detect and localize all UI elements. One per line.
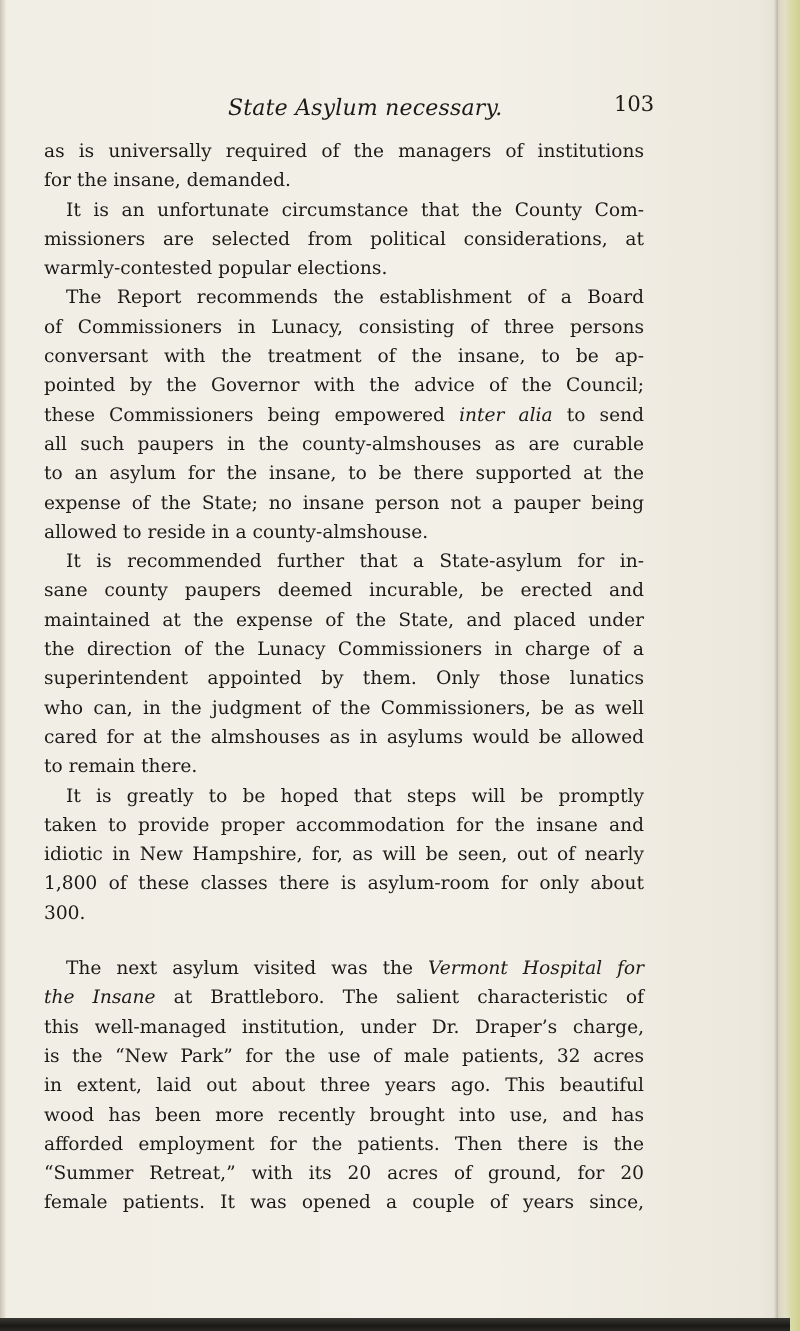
page-number: 103 [614,92,655,116]
text-line: the Insane at Brattleboro. The salient characteristic of [44,987,644,1009]
text-line: this well-managed institution, under Dr. Draper’s charge, [44,1016,644,1038]
text-line: It is recommended further that a State-asylum for in- [66,551,644,573]
text-line: missioners are selected from political considerations, at [44,228,644,250]
text-line: who can, in the judgment of the Commissioners, be as well [44,697,644,719]
text-line: to remain there. [44,756,198,778]
italic-phrase: the Insane [44,987,156,1009]
scan-bottom-edge [0,1318,790,1331]
text-line: superintendent appointed by them. Only those lunatics [44,668,644,690]
text-line: maintained at the expense of the State, and placed under [44,609,644,631]
text-line: is the “New Park” for the use of male patients, 32 acres [44,1045,644,1067]
italic-phrase: Vermont Hospital for [427,958,645,980]
italic-phrase: inter alia [459,404,553,426]
paragraph-gap [44,928,644,954]
text-line: It is an unfortunate circumstance that the County Com- [66,199,644,221]
text-line: The Report recommends the establishment of a Board [66,287,644,309]
text-line: “Summer Retreat,” with its 20 acres of ground, for 20 [44,1163,644,1185]
text-line: taken to provide proper accommodation for the insane and [44,814,644,836]
text-line: to an asylum for the insane, to be there supported at the [44,463,644,485]
text-line: of Commissioners in Lunacy, consisting of three persons [44,316,644,338]
page-right-edge [778,0,800,1331]
text-line: allowed to reside in a county-almshouse. [44,521,429,543]
page-left-edge [0,0,6,1331]
text-line: for the insane, demanded. [44,170,291,192]
text-line: It is greatly to be hoped that steps will be promptly [66,785,644,807]
text-line: as is universally required of the managers of institutions [44,141,644,162]
body-text [44,137,644,1218]
text-line: female patients. It was opened a couple of years since, [44,1192,644,1214]
text-line: afforded employment for the patients. Then there is the [44,1133,644,1155]
text-line: these Commissioners being empowered inter alia to send [44,404,644,426]
text-line: 1,800 of these classes there is asylum-room for only about [44,873,644,895]
text-line: the direction of the Lunacy Commissioners in charge of a [44,639,644,661]
text-line: sane county paupers deemed incurable, be erected and [44,580,644,602]
text-line: all such paupers in the county-almshouses as are curable [44,433,644,455]
text-line: The next asylum visited was the Vermont Hospital for [66,958,645,980]
text-line: warmly-contested popular elections. [44,258,388,280]
text-line: in extent, laid out about three years ago. This beautiful [44,1075,644,1097]
text-line: pointed by the Governor with the advice of the Council; [44,375,644,397]
text-line: conversant with the treatment of the insane, to be ap- [44,346,644,368]
text-line: cared for at the almshouses as in asylums would be allowed [44,726,644,748]
text-line: expense of the State; no insane person not a pauper being [44,492,644,514]
running-title: State Asylum necessary. [228,96,503,121]
text-line: wood has been more recently brought into use, and has [44,1104,644,1126]
text-line: 300. [44,902,86,924]
text-line: idiotic in New Hampshire, for, as will be seen, out of nearly [44,844,644,866]
